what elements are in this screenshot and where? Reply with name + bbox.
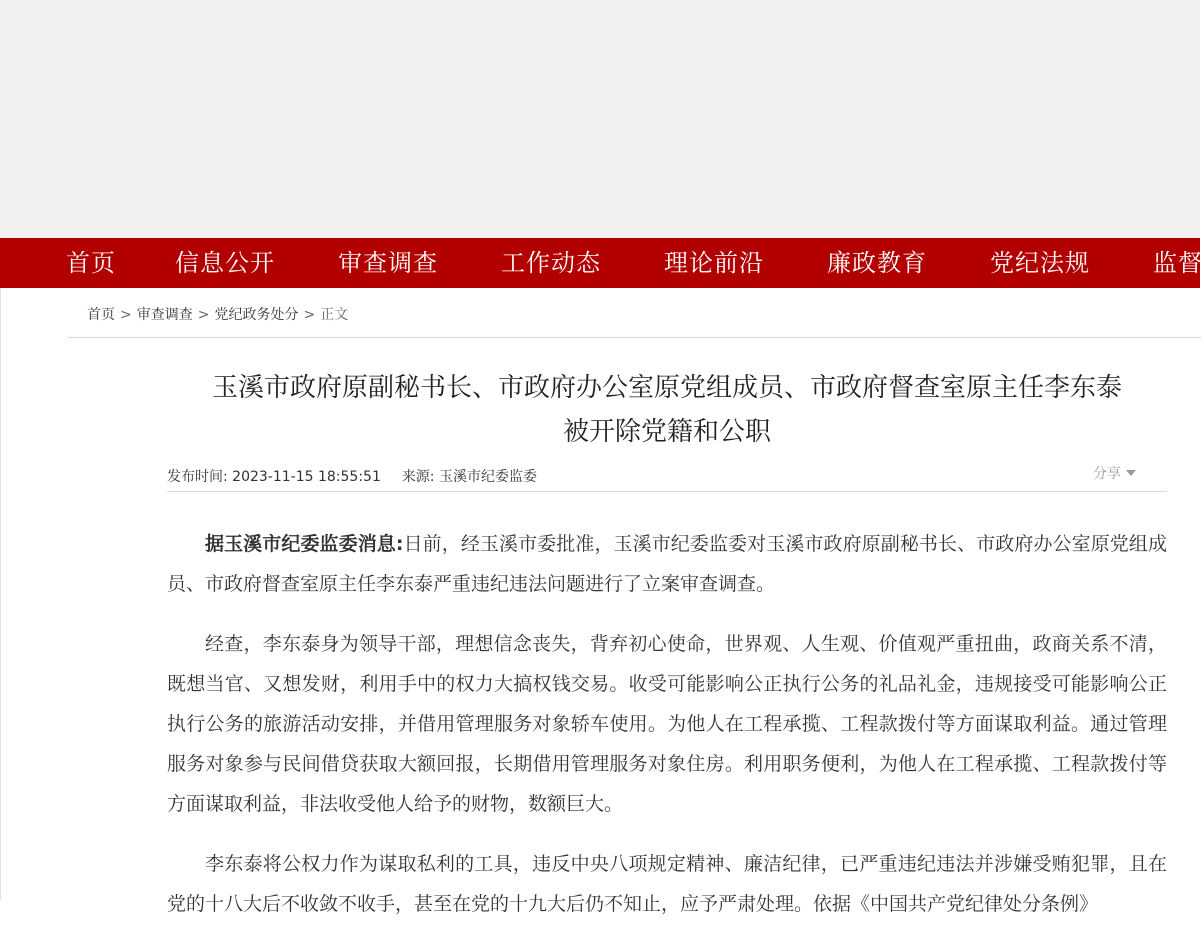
breadcrumb [87,304,348,324]
nav-item-home[interactable]: 首页 [66,249,116,277]
nav-item-supervision[interactable]: 监督 [1153,249,1203,277]
content-area [0,288,1200,915]
caret-down-icon [1126,470,1136,476]
main-nav [0,238,1203,288]
article-title-line2: 被开除党籍和公职 [562,417,771,447]
source: 玉溪市纪委监委 [438,469,537,485]
nav-item-education[interactable]: 廉政教育 [827,249,927,277]
breadcrumb-discipline[interactable]: 党纪政务处分 [214,307,299,323]
breadcrumb-divider [67,337,1201,338]
article-title-line1: 玉溪市政府原副秘书长、市政府办公室原党组成员、市政府督查室原主任李东泰 [211,373,1122,403]
nav-item-review[interactable]: 审查调查 [338,249,438,277]
breadcrumb-separator: > [303,307,316,323]
share-label: 分享 [1093,466,1121,482]
breadcrumb-review[interactable]: 审查调查 [136,307,193,323]
publish-time: 2023-11-15 18:55:51 [232,469,381,485]
publish-time-label: 发布时间: [167,469,228,485]
meta-divider [167,491,1167,492]
nav-item-theory[interactable]: 理论前沿 [664,249,764,277]
nav-item-news[interactable]: 工作动态 [501,249,601,277]
breadcrumb-separator: > [197,307,210,323]
nav-item-info[interactable]: 信息公开 [175,249,275,277]
article-paragraph: 经查，李东泰身为领导干部，理想信念丧失，背弃初心使命，世界观、人生观、价值观严重扭曲，政商关系不清，既想当官、又想发财，利用手中的权力大搞权钱交易。收受可能影响公正执行公务的礼品礼金，违规接受可能影响公正执行公务的旅游活动安排，并借用管理服务对象轿车使用。为他人在工程承揽、工程款拨付等方面谋取利益。通过管理服务对象参与民间借贷获取大额回报，长期借用管理服务对象住房。利用职务便利，为他人在工程承揽、工程款拨付等方面谋取利益，非法收受他人给予的财物，数额巨大。 [167,633,1167,815]
share-button[interactable] [1093,463,1136,483]
source-label: 来源: [401,469,435,485]
article-paragraph: 李东泰将公权力作为谋取私利的工具，违反中央八项规定精神、廉洁纪律，已严重违纪违法并涉嫌受贿犯罪，且在党的十八大后不收敛不收手，甚至在党的十九大后仍不知止，应予严肃处理。依据《中国共产党纪律处分条例》 [167,853,1167,915]
article-paragraph-text: 日前，经玉溪市委批准，玉溪市纪委监委对玉溪市政府原副秘书长、市政府办公室原党组成员、市政府督查室原主任李东泰严重违纪违法问题进行了立案审查调查。 [167,533,1167,595]
article-lead: 据玉溪市纪委监委消息: [205,533,404,555]
article-meta [167,466,537,486]
article-title [167,366,1167,454]
breadcrumb-home[interactable]: 首页 [87,307,115,323]
breadcrumb-separator: > [120,307,132,323]
nav-item-rules[interactable]: 党纪法规 [990,249,1090,277]
article-paragraph [167,524,1167,604]
breadcrumb-current: 正文 [320,307,349,323]
article-body [167,524,1167,944]
header-banner [0,0,1200,238]
